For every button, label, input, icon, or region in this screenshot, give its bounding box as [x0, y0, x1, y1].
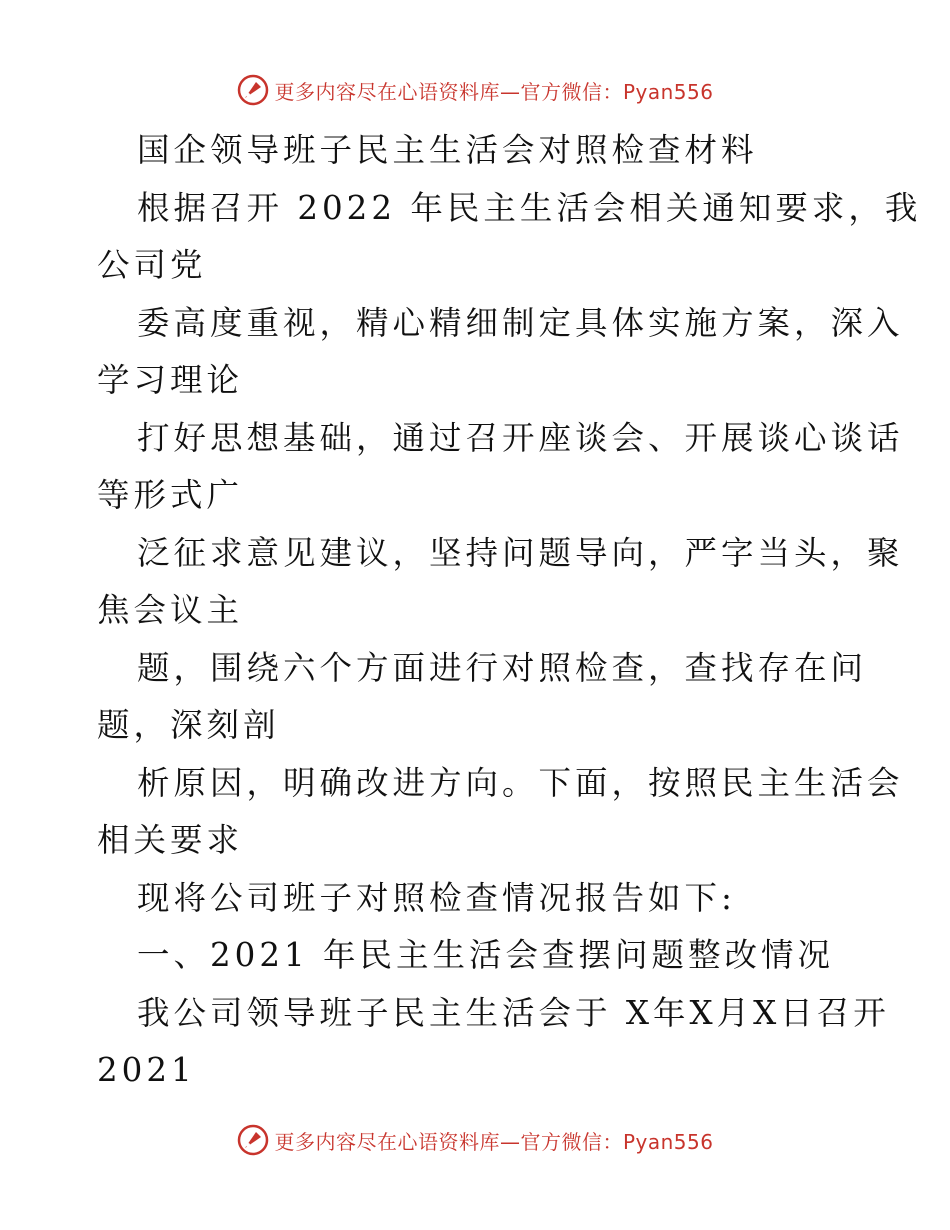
- section-heading: 一、2021 年民主生活会查摆问题整改情况: [137, 936, 835, 974]
- paragraph-line: 等形式广: [97, 476, 244, 514]
- footer-watermark: [0, 1118, 950, 1162]
- watermark-text: 更多内容尽在心语资料库—官方微信：Pyan556: [274, 79, 714, 104]
- document-title: 国企领导班子民主生活会对照检查材料: [137, 131, 758, 169]
- paragraph-line: 根据召开 2022 年民主生活会相关通知要求，我: [137, 188, 922, 227]
- header-watermark: [0, 68, 950, 112]
- pen-nib-logo-icon: [236, 73, 270, 107]
- paragraph-line: 公司党: [97, 246, 207, 284]
- paragraph-line: 2021: [97, 1051, 196, 1089]
- paragraph-line: 题，围绕六个方面进行对照检查，查找存在问: [137, 648, 868, 687]
- paragraph-line: 委高度重视，精心精细制定具体实施方案，深入: [137, 303, 904, 342]
- paragraph-line: 学习理论: [97, 361, 244, 399]
- paragraph-line: 我公司领导班子民主生活会于 X年X月X日召开: [137, 993, 890, 1032]
- paragraph-line: 打好思想基础，通过召开座谈会、开展谈心谈话: [137, 418, 904, 457]
- paragraph-line: 焦会议主: [97, 591, 244, 629]
- document-body: [97, 122, 922, 1100]
- paragraph-line: 泛征求意见建议，坚持问题导向，严字当头，聚: [137, 533, 904, 572]
- paragraph-line: 相关要求: [97, 821, 244, 859]
- paragraph-line: 析原因，明确改进方向。下面，按照民主生活会: [137, 763, 904, 802]
- watermark-text: 更多内容尽在心语资料库—官方微信：Pyan556: [274, 1129, 714, 1154]
- pen-nib-logo-icon: [236, 1123, 270, 1157]
- paragraph-line: 题，深刻剖: [97, 706, 280, 744]
- paragraph-line: 现将公司班子对照检查情况报告如下:: [137, 878, 736, 917]
